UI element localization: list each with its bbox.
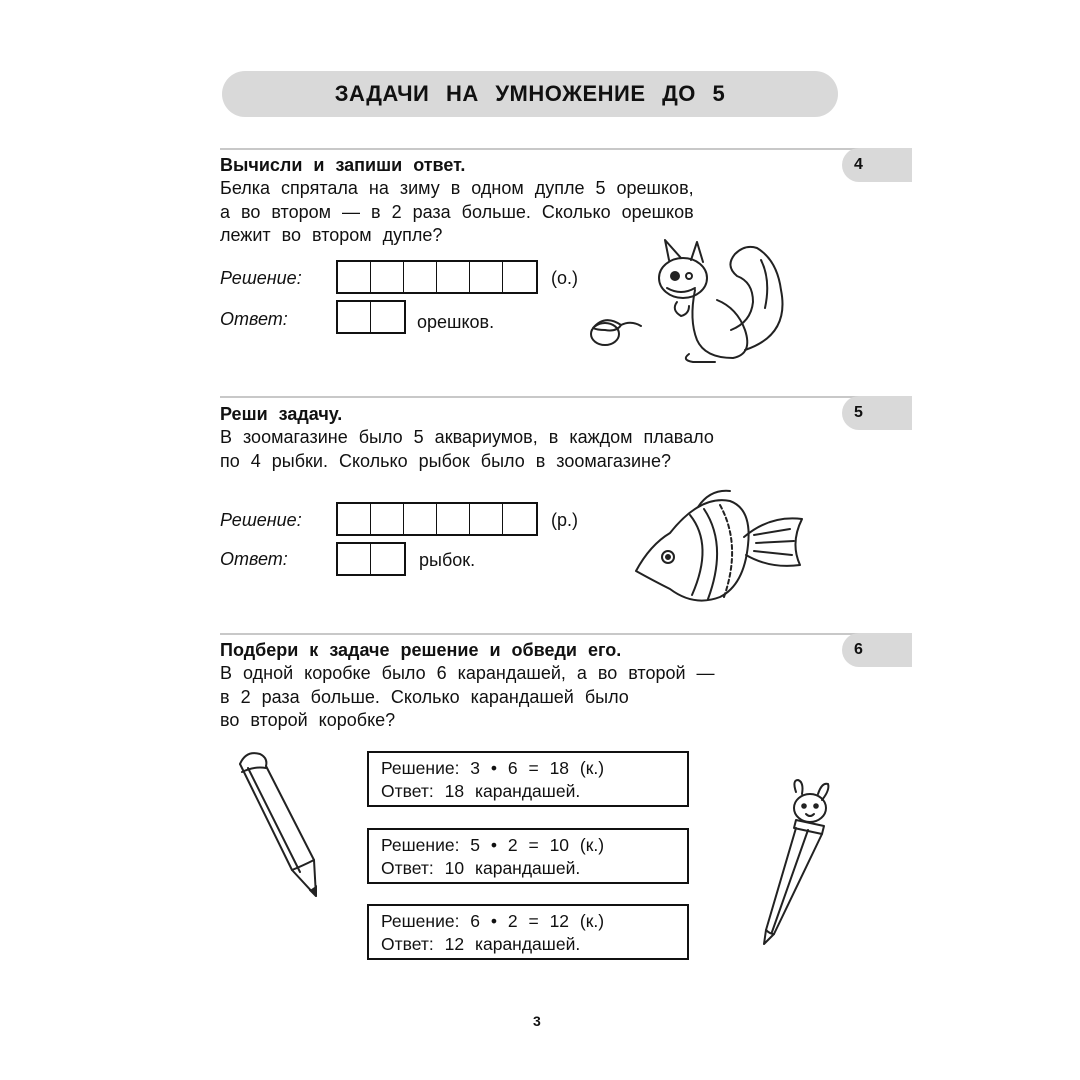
bunny-pencil-icon	[748, 780, 838, 950]
task-4-answer-label: Ответ:	[220, 309, 288, 329]
task-4-solution-unit: (о.)	[551, 268, 578, 288]
fish-illustration	[630, 485, 810, 610]
task-6-heading: Подбери к задаче решение и обведи его.	[220, 640, 622, 660]
task-6-line: во второй коробке?	[220, 710, 396, 730]
task-5-line: по 4 рыбки. Сколько рыбок было в зоомагазине?	[220, 450, 671, 471]
answer-cell[interactable]	[371, 544, 404, 574]
task-6-line: в 2 раза больше. Сколько карандашей было	[220, 686, 629, 707]
answer-cell[interactable]	[404, 504, 437, 534]
task-5-answer-cells[interactable]	[336, 542, 406, 576]
task-4-solution-cells[interactable]	[336, 260, 538, 294]
answer-cell[interactable]	[437, 504, 470, 534]
option-answer: Ответ: 18 карандашей.	[381, 781, 581, 801]
option-solution: Решение: 6 • 2 = 12 (к.)	[381, 911, 605, 931]
task-4-solution-label: Решение:	[220, 268, 302, 288]
task-5-text	[220, 426, 714, 473]
pencil-icon	[236, 746, 326, 906]
task-5-answer-label: Ответ:	[220, 549, 288, 569]
solution-option-3[interactable]	[367, 904, 689, 960]
answer-cell[interactable]	[371, 302, 404, 332]
task-5-divider	[220, 396, 910, 398]
task-4-heading: Вычисли и запиши ответ.	[220, 155, 466, 175]
task-5-solution-cells[interactable]	[336, 502, 538, 536]
task-4-line: Белка спрятала на зиму в одном дупле 5 орешков,	[220, 178, 694, 198]
answer-cell[interactable]	[338, 302, 371, 332]
task-5-solution-unit: (р.)	[551, 510, 578, 530]
option-answer: Ответ: 10 карандашей.	[381, 858, 581, 878]
task-4-divider	[220, 148, 910, 150]
answer-cell[interactable]	[338, 504, 371, 534]
option-solution: Решение: 3 • 6 = 18 (к.)	[381, 758, 605, 778]
page-title: ЗАДАЧИ НА УМНОЖЕНИЕ ДО 5	[222, 71, 838, 117]
task-4-answer-cells[interactable]	[336, 300, 406, 334]
answer-cell[interactable]	[470, 504, 503, 534]
answer-cell[interactable]	[503, 262, 536, 292]
answer-cell[interactable]	[371, 504, 404, 534]
answer-cell[interactable]	[338, 262, 371, 292]
answer-cell[interactable]	[371, 262, 404, 292]
task-4-line: лежит во втором дупле?	[220, 225, 443, 245]
solution-option-1[interactable]	[367, 751, 689, 807]
answer-cell[interactable]	[437, 262, 470, 292]
option-answer: Ответ: 12 карандашей.	[381, 934, 581, 954]
squirrel-illustration	[585, 230, 805, 370]
page-number: 3	[533, 1013, 541, 1029]
task-5-solution-label: Решение:	[220, 510, 302, 530]
task-4-line: а во втором — в 2 раза больше. Сколько орешков	[220, 201, 694, 222]
answer-cell[interactable]	[404, 262, 437, 292]
task-5-line: В зоомагазине было 5 аквариумов, в каждом плавало	[220, 427, 714, 447]
task-4-number: 4	[842, 148, 912, 182]
answer-cell[interactable]	[470, 262, 503, 292]
task-5-heading: Реши задачу.	[220, 404, 343, 424]
acorn-icon	[591, 320, 641, 345]
task-6-line: В одной коробке было 6 карандашей, а во второй —	[220, 663, 715, 683]
task-5-answer-unit: рыбок.	[419, 550, 476, 570]
option-solution: Решение: 5 • 2 = 10 (к.)	[381, 835, 605, 855]
task-6-divider	[220, 633, 910, 635]
answer-cell[interactable]	[503, 504, 536, 534]
solution-option-2[interactable]	[367, 828, 689, 884]
answer-cell[interactable]	[338, 544, 371, 574]
task-4-answer-unit: орешков.	[417, 312, 495, 332]
task-5-number: 5	[842, 396, 912, 430]
task-6-number: 6	[842, 633, 912, 667]
task-6-text	[220, 662, 715, 733]
